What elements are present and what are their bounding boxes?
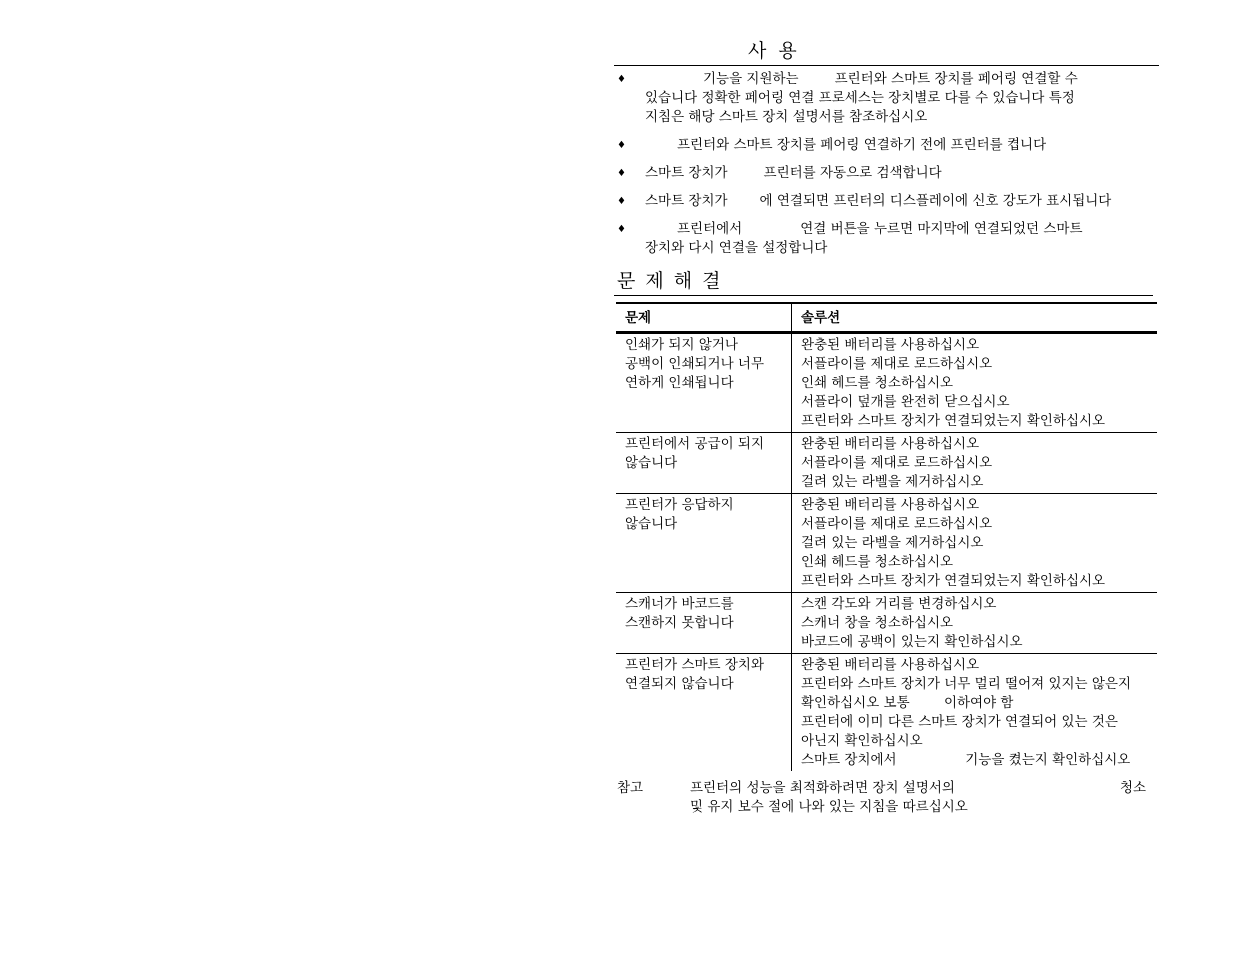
bullet-text-line: 지침은 해당 스마트 장치 설명서를 참조하십시오 [645,109,928,125]
usage-bullet-item [614,192,1159,211]
problem-line: 연결되지 않습니다 [625,676,734,692]
table-row [616,333,1157,433]
bullet-text-segment: 에 연결되면 프린터의 디스플레이에 신호 강도가 표시됩니다 [759,193,1112,209]
solution-line: 서플라이를 제대로 로드하십시오 [801,356,993,372]
bullet-text-segment: 연결 버튼을 누르면 마지막에 연결되었던 스마트 [800,221,1083,237]
bullet-marker-icon: ♦ [617,224,626,235]
solution-cell [792,654,1158,772]
problem-cell [616,433,792,494]
bullet-text-segment: 스마트 장치가 [645,193,728,209]
bullet-text-segment: 프린터를 자동으로 검색합니다 [763,165,942,181]
table-row [616,494,1157,593]
note [614,779,1159,817]
solution-line: 서플라이 덮개를 완전히 닫으십시오 [801,394,1010,410]
solution-cell [792,494,1158,593]
solution-line: 아닌지 확인하십시오 [801,733,923,749]
usage-bullet-item [614,220,1159,258]
usage-bullet-item [614,164,1159,183]
solution-line: 완충된 배터리를 사용하십시오 [801,497,980,513]
solution-line: 완충된 배터리를 사용하십시오 [801,337,980,353]
solution-cell [792,593,1158,654]
problem-line: 스캐너가 바코드를 [625,596,734,612]
usage-heading: 사 용 [614,38,1159,66]
problem-cell [616,593,792,654]
solution-line: 바코드에 공백이 있는지 확인하십시오 [801,634,1023,650]
solution-line: 인쇄 헤드를 청소하십시오 [801,375,954,391]
note-label: 참고 [617,780,644,796]
problem-line: 공백이 인쇄되거나 너무 [625,356,764,372]
usage-bullet-item [614,136,1159,155]
solution-line: 스캔 각도와 거리를 변경하십시오 [801,596,997,612]
bullet-text-line: 장치와 다시 연결을 설정합니다 [645,240,828,256]
solution-line: 서플라이를 제대로 로드하십시오 [801,516,993,532]
bullet-text-segment: 프린터에서 [677,221,743,237]
table-row [616,654,1157,772]
heading-rule [614,295,1153,296]
bullet-marker-icon: ♦ [617,168,626,179]
solution-line: 스캐너 창을 청소하십시오 [801,615,954,631]
solution-line: 프린터와 스마트 장치가 연결되었는지 확인하십시오 [801,573,1106,589]
solution-line: 확인하십시오 보통 이하여야 함 [801,695,1014,711]
solution-line: 스마트 장치에서 기능을 켰는지 확인하십시오 [801,752,1131,768]
problem-column-header: 문제 [616,303,792,333]
bullet-text-segment: 기능을 지원하는 [703,71,799,87]
solution-cell [792,433,1158,494]
table-header-row [616,303,1157,333]
note-line-1-tail: 청소 [1120,780,1147,796]
troubleshooting-heading: 문 제 해 결 [617,270,723,292]
bullet-marker-icon: ♦ [617,140,626,151]
problem-line: 프린터에서 공급이 되지 [625,436,764,452]
troubleshooting-table [616,302,1157,771]
solution-line: 인쇄 헤드를 청소하십시오 [801,554,954,570]
problem-line: 않습니다 [625,455,678,471]
problem-cell [616,654,792,772]
usage-bullet-item [614,70,1159,127]
solution-line: 완충된 배터리를 사용하십시오 [801,657,980,673]
solution-line: 프린터와 스마트 장치가 너무 멀리 떨어져 있지는 않은지 [801,676,1131,692]
solution-line: 프린터와 스마트 장치가 연결되었는지 확인하십시오 [801,413,1106,429]
table-row [616,593,1157,654]
bullet-marker-icon: ♦ [617,196,626,207]
problem-line: 연하게 인쇄됩니다 [625,375,734,391]
manual-page [614,38,1159,817]
solution-line: 프린터에 이미 다른 스마트 장치가 연결되어 있는 것은 [801,714,1118,730]
solution-line: 걸려 있는 라벨을 제거하십시오 [801,535,984,551]
table-row [616,433,1157,494]
bullet-text-segment: 프린터와 스마트 장치를 페어링 연결할 수 [834,71,1078,87]
usage-bullet-list [614,70,1159,258]
problem-line: 프린터가 응답하지 [625,497,734,513]
problem-line: 인쇄가 되지 않거나 [625,337,738,353]
solution-line: 서플라이를 제대로 로드하십시오 [801,455,993,471]
bullet-text-line: 있습니다 정확한 페어링 연결 프로세스는 장치별로 다를 수 있습니다 특정 [645,90,1075,106]
solution-line: 완충된 배터리를 사용하십시오 [801,436,980,452]
problem-cell [616,333,792,433]
note-line-2: 및 유지 보수 절에 나와 있는 지침을 따르십시오 [690,799,968,815]
problem-cell [616,494,792,593]
problem-line: 스캔하지 못합니다 [625,615,734,631]
bullet-marker-icon: ♦ [617,74,626,85]
solution-cell [792,333,1158,433]
problem-line: 프린터가 스마트 장치와 [625,657,764,673]
note-line-1: 프린터의 성능을 최적화하려면 장치 설명서의 [690,780,955,796]
bullet-text-segment: 스마트 장치가 [645,165,728,181]
solution-column-header: 솔루션 [792,303,1158,333]
problem-line: 않습니다 [625,516,678,532]
bullet-text-segment: 프린터와 스마트 장치를 페어링 연결하기 전에 프린터를 켭니다 [677,137,1047,153]
solution-line: 걸려 있는 라벨을 제거하십시오 [801,474,984,490]
